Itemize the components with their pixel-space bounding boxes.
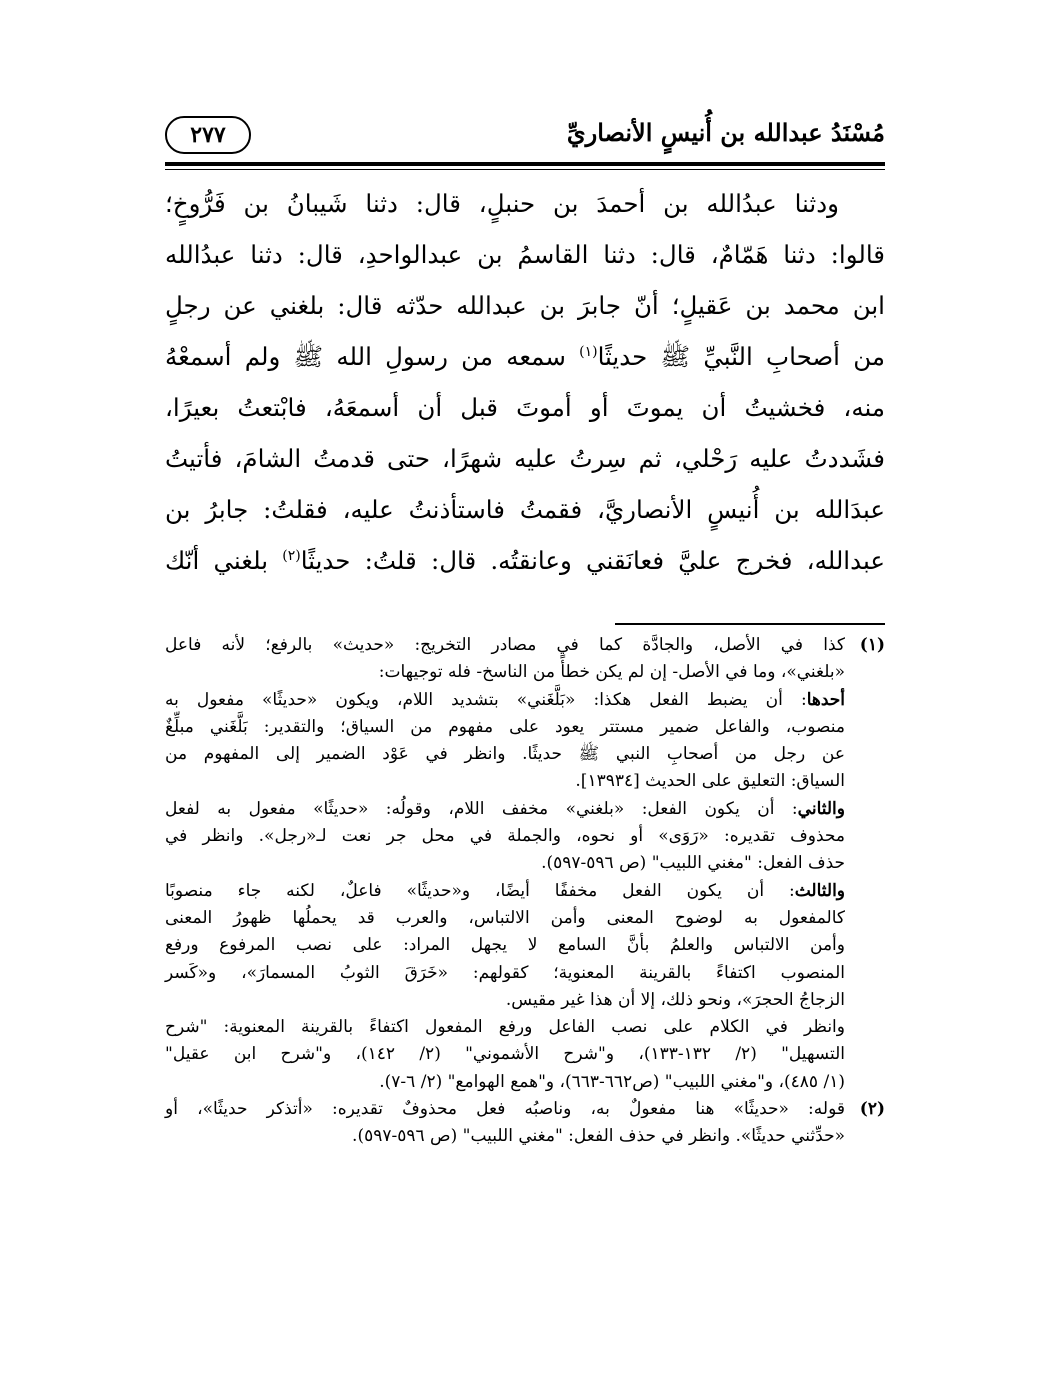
footnote-line: وانظر في الكلام على نصب الفاعل ورفع المفعول اكتفاءً بالقرينة المعنوية: "شرح: [165, 1017, 845, 1038]
footnote-line: المنصوب اكتفاءً بالقرينة المعنوية؛ كقولهم: «خَرَقَ الثوبُ المسمارَ»، و«كَسر: [165, 962, 845, 983]
footnote-text: : أن يكون الفعل مخففًا أيضًا، و«حديثًا» فاعلٌ، لكنه جاء منصوبًا: [165, 880, 795, 901]
main-line: ابن محمد بن عَقيلٍ؛ أنّ جابرَ بن عبدالله حدّثه قال: بلغني عن رجلٍ: [165, 291, 885, 320]
page-number: ٢٧٧: [165, 116, 251, 154]
footnote-line: [165, 632, 885, 659]
footnote-line: منصوب، والفاعل ضمير مستتر يعود على مفهوم من السياق؛ والتقدير: بَلَّغَني مبلِّغٌ: [165, 716, 845, 737]
running-header: [165, 108, 885, 160]
footnote-line: الزجاجُ الحجرَ»، ونحو ذلك، إلا أن هذا غير مقيس.: [505, 989, 845, 1010]
footnote-number-1: (١): [859, 635, 885, 655]
header-rule-thin: [165, 169, 885, 170]
footnote-line: محذوف تقديره: «رَوَى» أو نحوه، والجملة في محل جر نعت لـ«رجل». وانظر في: [165, 826, 845, 847]
main-text-span: عبدالله، فخرج عليَّ فعانَقني وعانقتُه. قال: قلتُ: حديثًا: [300, 546, 885, 575]
footnote-number-2: (٢): [859, 1099, 885, 1120]
footnotes: [165, 632, 885, 1151]
main-line: ودثنا عبدُالله بن أحمدَ بن حنبلٍ، قال: دثنا شَيبانُ بن فَرُّوخٍ؛: [165, 189, 839, 218]
main-line: [165, 535, 885, 586]
footnote-ref-2: (٢): [282, 547, 301, 564]
footnote-line: [165, 1096, 885, 1123]
footnote-line: عن رجل من أصحابِ النبي ﷺ حديثًا. وانظر في عَوْد الضمير إلى المفهوم من: [165, 744, 845, 765]
footnote-text: كذا في الأصل، والجادَّة كما في مصادر التخريج: «حديث» بالرفع؛ لأنه فاعل: [165, 635, 845, 655]
footnote-line: السياق: التعليق على الحديث [١٣٩٣٤].: [575, 771, 845, 792]
main-text-span: بلغني أنّك: [165, 546, 283, 575]
book-title: مُسْنَدُ عبدالله بن أُنيسٍ الأنصاريِّ: [566, 118, 885, 147]
main-line: [165, 331, 885, 382]
main-text: [165, 178, 885, 586]
footnote-text: قوله: «حديثًا» هنا مفعولٌ به، وناصبُه فعل محذوفٌ تقديره: «أتذكر حديثًا»، أو: [165, 1099, 845, 1120]
footnote-lead-first: أحدها: [806, 689, 845, 710]
main-line: عبدَالله بن أُنيسٍ الأنصاريَّ، فقمتُ فاستأذنتُ عليه، فقلتُ: جابرُ بن: [165, 495, 885, 524]
footnote-separator: [615, 623, 885, 625]
footnote-line: [165, 796, 885, 823]
footnote-line: «بلغني»، وما في الأصل- إن لم يكن خطأً من الناسخ- فله توجيهات:: [378, 662, 845, 683]
footnote-text: : أن يكون الفعل: «بلغني» مخفف اللام، وقولُه: «حديثًا» مفعول به لفعل: [165, 798, 798, 819]
footnote-line: «حدِّثني حديثًا». وانظر في حذف الفعل: "مغني اللبيب" (ص ٥٩٦-٥٩٧).: [352, 1126, 845, 1147]
footnote-ref-1: (١): [579, 343, 598, 360]
footnote-line: [165, 878, 885, 905]
footnote-line: (١/ ٤٨٥)، و"مغني اللبيب" (ص٦٦٢-٦٦٣)، و"همع الهوامع" (٢/ ٦-٧).: [379, 1071, 845, 1092]
main-line: منه، فخشيتُ أن يموتَ أو أموتَ قبل أن أسمعَهُ، فابْتعتُ بعيرًا،: [165, 393, 885, 422]
header-rule-thick: [165, 162, 885, 166]
footnote-lead-second: والثاني: [797, 798, 845, 819]
footnote-line: حذف الفعل: "مغني اللبيب" (ص ٥٩٦-٥٩٧).: [541, 853, 845, 874]
main-line: قالوا: دثنا هَمّامٌ، قال: دثنا القاسمُ بن عبدالواحدِ، قال: دثنا عبدُالله: [165, 240, 885, 269]
footnote-line: كالمفعول به لوضوح المعنى وأمن الالتباس، والعرب قد يحملُها ظهورُ المعنى: [165, 907, 845, 928]
main-text-span: من أصحابِ النَّبيِّ ﷺ حديثًا: [597, 342, 886, 371]
footnote-lead-third: والثالث: [794, 880, 845, 901]
footnote-line: وأمن الالتباس والعلمُ بأنَّ السامع لا يجهل المراد: على نصب المرفوع ورفع: [165, 935, 845, 956]
main-line: فشَددتُ عليه رَحْلي، ثم سِرتُ عليه شهرًا، حتى قدمتُ الشامَ، فأتيتُ: [165, 444, 885, 473]
main-text-span: سمعه من رسولِ الله ﷺ ولم أسمعْهُ: [165, 342, 580, 371]
footnote-line: [165, 687, 885, 714]
footnote-text: : أن يضبط الفعل هكذا: «بَلَّغَني» بتشديد اللام، ويكون «حديثًا» مفعول به: [165, 689, 807, 710]
footnote-line: التسهيل" (٢/ ١٣٢-١٣٣)، و"شرح الأشموني" (٢/ ١٤٢)، و"شرح ابن عقيل": [165, 1044, 845, 1065]
